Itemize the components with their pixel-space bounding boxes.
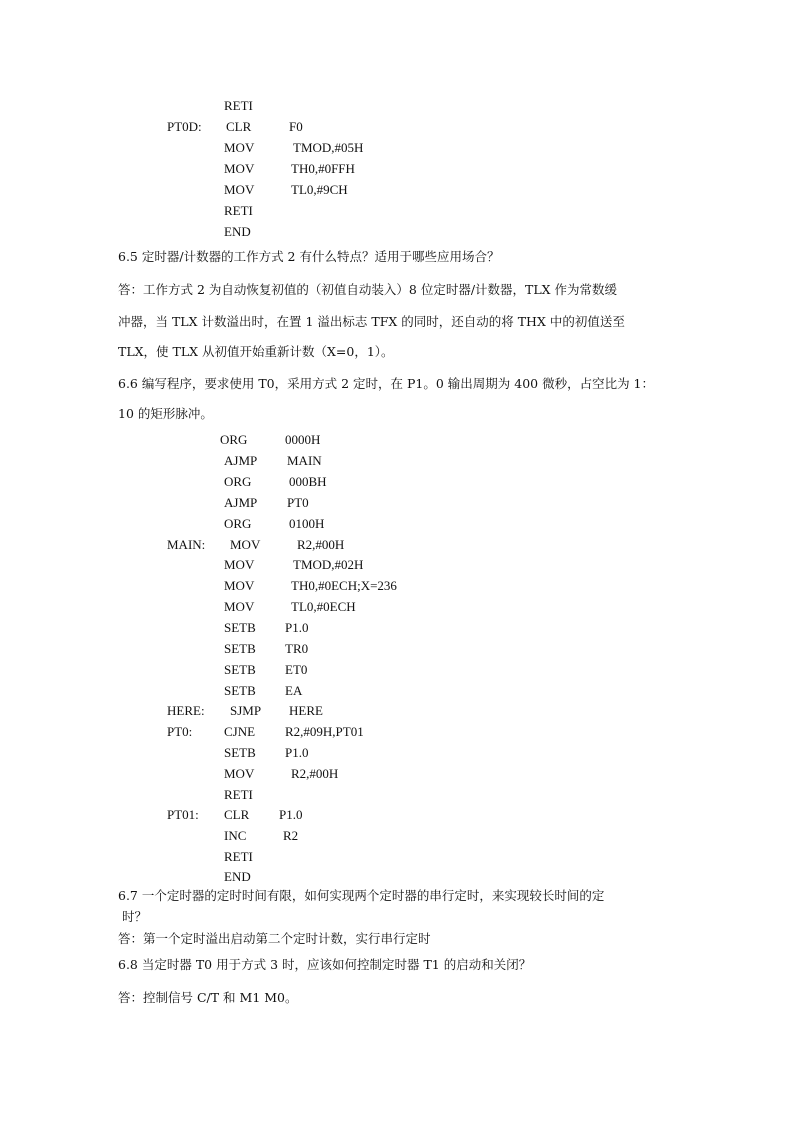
code-op: CLR <box>226 119 252 134</box>
code-op: END <box>224 869 251 884</box>
code-op: MOV <box>224 161 255 176</box>
code-op: ORG <box>220 432 248 447</box>
question-6-8: 6.8 当定时器 T0 用于方式 3 时，应该如何控制定时器 T1 的启动和关闭？ <box>118 957 532 972</box>
code-label: MAIN: <box>167 537 206 552</box>
code-op: AJMP <box>224 495 258 510</box>
code-line <box>167 119 202 135</box>
answer-6-8: 答：控制信号 C/T 和 M1 M0。 <box>118 990 298 1005</box>
code-op: RETI <box>224 787 253 802</box>
code-op: RETI <box>224 98 253 113</box>
code-arg: R2 <box>283 828 299 843</box>
code-label: PT0D: <box>167 119 202 134</box>
code-op: MOV <box>224 557 255 572</box>
question-6-7-line: 6.7 一个定时器的定时时间有限，如何实现两个定时器的串行定时，来实现较长时间的定 <box>118 888 605 903</box>
answer-6-5-line: 答：工作方式 2 为自动恢复初值的（初值自动装入）8 位定时器/计数器，TLX 作为常数缓 <box>118 282 618 297</box>
code-arg: TH0,#0ECH;X=236 <box>291 578 397 593</box>
code-arg: F0 <box>289 119 303 134</box>
answer-6-5-line: 冲器，当 TLX 计数溢出时，在置 1 溢出标志 TFX 的同时，还自动的将 THX 中的初值送至 <box>118 314 625 329</box>
code-arg: TL0,#0ECH <box>291 599 356 614</box>
code-arg: R2,#00H <box>291 766 339 781</box>
code-arg: PT0 <box>287 495 309 510</box>
code-arg: MAIN <box>287 453 322 468</box>
code-op: ORG <box>224 516 252 531</box>
code-arg: 000BH <box>289 474 327 489</box>
code-arg: ET0 <box>285 662 308 677</box>
code-op: MOV <box>224 182 255 197</box>
code-op: ORG <box>224 474 252 489</box>
code-arg: HERE <box>289 703 323 718</box>
question-6-6-line: 10 的矩形脉冲。 <box>118 406 213 421</box>
code-op: SETB <box>224 662 256 677</box>
code-arg: R2,#09H,PT01 <box>285 724 364 739</box>
question-6-6-line: 6.6 编写程序，要求使用 T0，采用方式 2 定时，在 P1。0 输出周期为 400 微秒，占空比为 1： <box>118 376 655 391</box>
code-arg: P1.0 <box>285 745 309 760</box>
code-op: RETI <box>224 849 253 864</box>
code-op: END <box>224 224 251 239</box>
question-6-7-line: 时？ <box>122 909 148 924</box>
code-op: MOV <box>224 766 255 781</box>
code-arg: TR0 <box>285 641 309 656</box>
code-label: PT01: <box>167 807 199 822</box>
code-arg: TL0,#9CH <box>291 182 348 197</box>
answer-6-5-line: TLX，使 TLX 从初值开始重新计数（X=0，1）。 <box>118 344 394 359</box>
answer-6-7: 答：第一个定时溢出启动第二个定时计数，实行串行定时 <box>118 931 431 946</box>
question-6-5: 6.5 定时器/计数器的工作方式 2 有什么特点？适用于哪些应用场合？ <box>118 249 500 264</box>
code-label: PT0: <box>167 724 193 739</box>
code-op: MOV <box>230 537 261 552</box>
code-arg: TMOD,#02H <box>293 557 364 572</box>
code-op: CLR <box>224 807 250 822</box>
code-op: MOV <box>224 578 255 593</box>
code-op: INC <box>224 828 247 843</box>
code-op: MOV <box>224 599 255 614</box>
code-arg: P1.0 <box>285 620 309 635</box>
code-op: CJNE <box>224 724 256 739</box>
code-arg: EA <box>285 683 303 698</box>
code-arg: 0100H <box>289 516 325 531</box>
code-arg: TH0,#0FFH <box>291 161 355 176</box>
code-op: SETB <box>224 620 256 635</box>
code-line <box>224 98 253 114</box>
code-arg: TMOD,#05H <box>293 140 364 155</box>
code-arg: P1.0 <box>279 807 303 822</box>
code-op: AJMP <box>224 453 258 468</box>
code-op: SETB <box>224 641 256 656</box>
code-op: RETI <box>224 203 253 218</box>
code-op: SJMP <box>230 703 262 718</box>
code-arg: R2,#00H <box>297 537 345 552</box>
code-label: HERE: <box>167 703 205 718</box>
code-op: MOV <box>224 140 255 155</box>
code-arg: 0000H <box>285 432 321 447</box>
code-op: SETB <box>224 683 256 698</box>
code-op: SETB <box>224 745 256 760</box>
